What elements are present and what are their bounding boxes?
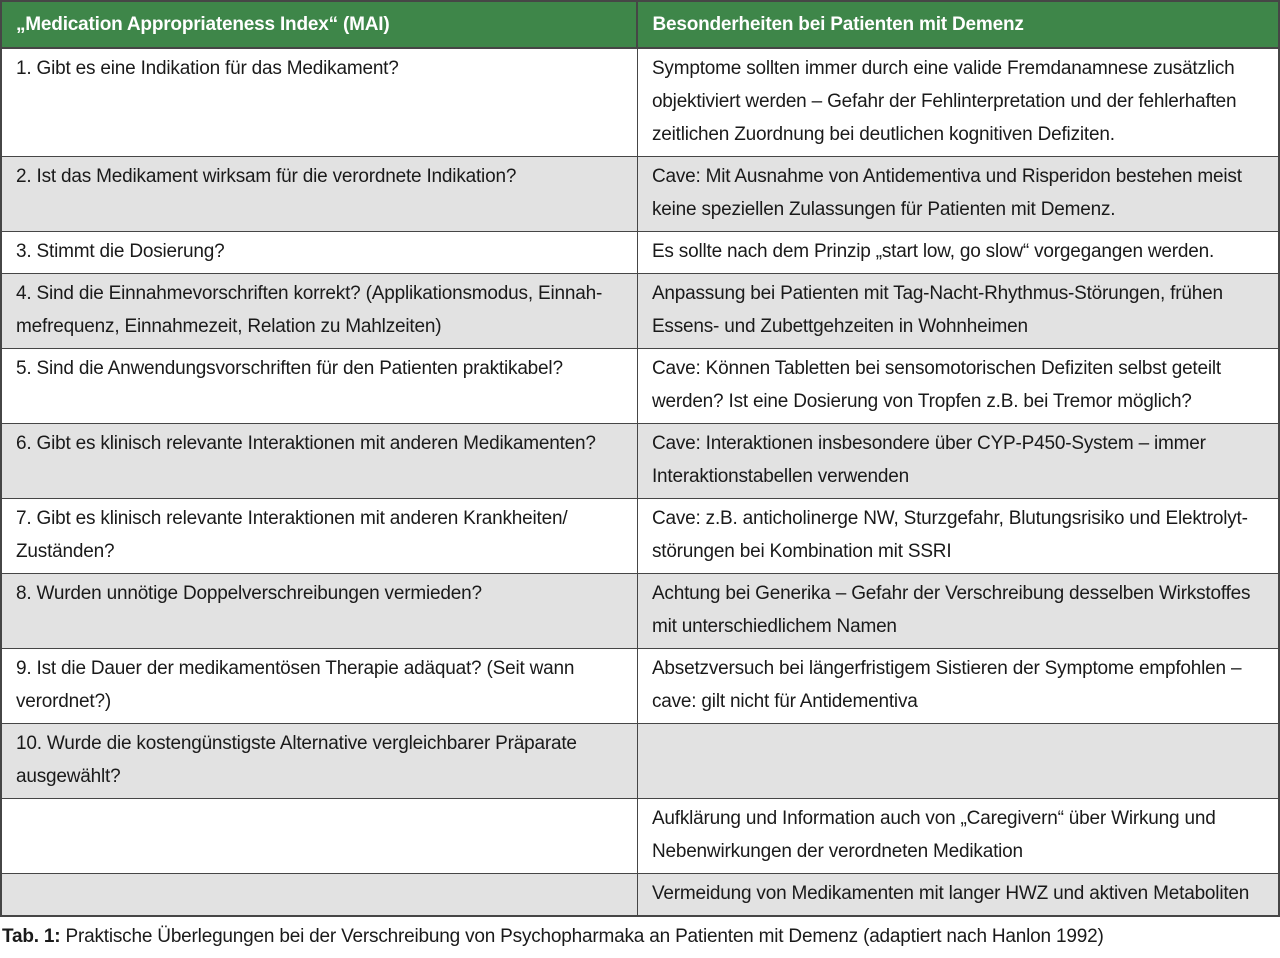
demenz-note-cell: Cave: Können Tabletten bei sensomotorischen Defiziten selbst geteilt werden? Ist eine Dosierung von Tropfen z.B. bei Tremor möglich?: [637, 349, 1279, 424]
table-row: [1, 799, 1279, 874]
demenz-note-cell: Absetzversuch bei längerfristigem Sistieren der Symptome empfohlen – cave: gilt nicht für Antidementiva: [637, 649, 1279, 724]
demenz-note-cell: Vermeidung von Medikamenten mit langer HWZ und aktiven Metaboliten: [637, 874, 1279, 917]
mai-question-cell: 8. Wurden unnötige Doppelverschreibungen vermieden?: [1, 574, 637, 649]
table-row: [1, 499, 1279, 574]
table-row: [1, 157, 1279, 232]
demenz-note-cell: Anpassung bei Patienten mit Tag-Nacht-Rhythmus-Störungen, frühen Essens- und Zubettgehzeiten in Wohnheimen: [637, 274, 1279, 349]
table-row: [1, 424, 1279, 499]
mai-question-cell: 9. Ist die Dauer der medikamentösen Therapie adäquat? (Seit wann verordnet?): [1, 649, 637, 724]
mai-question-cell: 3. Stimmt die Dosierung?: [1, 232, 637, 274]
table-body: [1, 48, 1279, 916]
mai-question-cell: [1, 874, 637, 917]
table-row: [1, 274, 1279, 349]
table-caption-text: Praktische Überlegungen bei der Verschreibung von Psychopharmaka an Patienten mit Demenz (adaptiert nach Hanlon 1992): [65, 926, 1104, 947]
col-header-mai: „Medication Appropriateness Index“ (MAI): [1, 1, 637, 48]
mai-question-cell: 10. Wurde die kostengünstigste Alternative vergleichbarer Präparate ausgewählt?: [1, 724, 637, 799]
demenz-note-cell: Cave: Mit Ausnahme von Antidementiva und Risperidon bestehen meist keine speziellen Zulassungen für Patienten mit Demenz.: [637, 157, 1279, 232]
demenz-note-cell: Cave: z.B. anticholinerge NW, Sturzgefahr, Blutungsrisiko und Elektrolytstörungen bei Kombination mit SSRI: [637, 499, 1279, 574]
demenz-note-cell: Es sollte nach dem Prinzip „start low, go slow“ vorgegangen werden.: [637, 232, 1279, 274]
table-row: [1, 724, 1279, 799]
mai-question-cell: 4. Sind die Einnahmevorschriften korrekt? (Applikationsmodus, Einnahmefrequenz, Einnahmezeit, Relation zu Mahlzeiten): [1, 274, 637, 349]
table-row: [1, 349, 1279, 424]
mai-question-cell: 6. Gibt es klinisch relevante Interaktionen mit anderen Medikamenten?: [1, 424, 637, 499]
mai-question-cell: [1, 799, 637, 874]
table-row: [1, 574, 1279, 649]
demenz-note-cell: Cave: Interaktionen insbesondere über CYP-P450-System – immer Interaktionstabellen verwenden: [637, 424, 1279, 499]
mai-question-cell: 7. Gibt es klinisch relevante Interaktionen mit anderen Krankheiten/ Zuständen?: [1, 499, 637, 574]
table-row: [1, 48, 1279, 157]
table-row: [1, 874, 1279, 917]
table-row: [1, 232, 1279, 274]
table-caption-label: Tab. 1:: [2, 926, 61, 947]
demenz-note-cell: Aufklärung und Information auch von „Caregivern“ über Wirkung und Nebenwirkungen der verordneten Medikation: [637, 799, 1279, 874]
demenz-note-cell: Achtung bei Generika – Gefahr der Verschreibung desselben Wirkstoffes mit unterschiedlichem Namen: [637, 574, 1279, 649]
table-row: [1, 649, 1279, 724]
mai-question-cell: 2. Ist das Medikament wirksam für die verordnete Indikation?: [1, 157, 637, 232]
demenz-note-cell: Symptome sollten immer durch eine valide Fremdanamnese zusätzlich objektiviert werden – Gefahr der Fehlinterpretation und der fehlerhaften zeitlichen Zuordnung bei deutlichen kognitiven Defiziten.: [637, 48, 1279, 157]
table-header-row: [1, 1, 1279, 48]
mai-question-cell: 1. Gibt es eine Indikation für das Medikament?: [1, 48, 637, 157]
table-caption: [0, 917, 1280, 958]
col-header-demenz: Besonderheiten bei Patienten mit Demenz: [637, 1, 1279, 48]
mai-question-cell: 5. Sind die Anwendungsvorschriften für den Patienten praktikabel?: [1, 349, 637, 424]
demenz-note-cell: [637, 724, 1279, 799]
